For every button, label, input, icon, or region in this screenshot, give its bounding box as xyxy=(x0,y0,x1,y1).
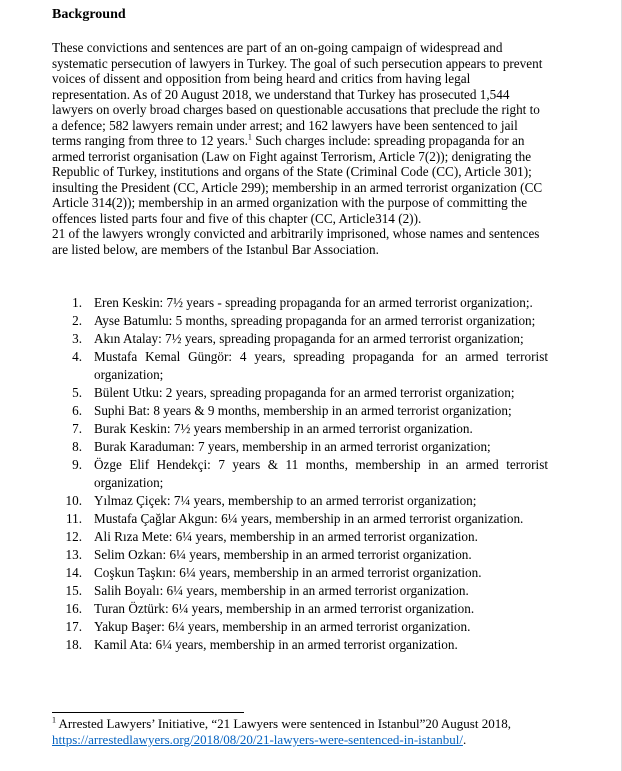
intro-text-part2: Such charges include: spreading propaganda for an armed terrorist organisation (Law on Fight against Terrorism, Article 7(2)); denigrating the Republic of Turkey, institutions and organs of the State (Criminal Code (CC), Article 301); insulting the President (CC, Article 299); membership in an armed terrorist organization (CC Article 314(2)); membership in an armed organization with the purpose of committing the offences listed parts four and five of this chapter (CC, Article314 (2)). xyxy=(52,133,543,226)
list-item-text: Özge Elif Hendekçi: 7 years & 11 months, membership in an armed terrorist organization; xyxy=(94,457,548,490)
list-item-number: 3. xyxy=(72,331,82,346)
list-item-text: Ali Rıza Mete: 6¼ years, membership in an armed terrorist organization. xyxy=(94,529,478,544)
list-item-number: 2. xyxy=(72,313,82,328)
list-item-number: 11. xyxy=(66,511,82,526)
footnote-source-link[interactable]: https://arrestedlawyers.org/2018/08/20/21-lawyers-were-sentenced-in-istanbul/ xyxy=(52,732,463,747)
footnote-text: Arrested Lawyers’ Initiative, “21 Lawyers were sentenced in Istanbul”20 August 2018, xyxy=(56,716,511,731)
lawyer-list-item xyxy=(52,618,548,636)
lawyer-list-item xyxy=(52,330,548,348)
list-item-number: 6. xyxy=(72,403,82,418)
lawyer-list-item xyxy=(52,600,548,618)
list-item-number: 17. xyxy=(65,619,82,634)
lawyer-list-item xyxy=(52,546,548,564)
list-item-text: Kamil Ata: 6¼ years, membership in an armed terrorist organization. xyxy=(94,637,458,652)
list-item-text: Mustafa Kemal Güngör: 4 years, spreading propaganda for an armed terrorist organization; xyxy=(94,349,548,382)
list-item-number: 16. xyxy=(65,601,82,616)
list-item-number: 12. xyxy=(65,529,82,544)
list-item-number: 8. xyxy=(72,439,82,454)
list-item-text: Coşkun Taşkın: 6¼ years, membership in an armed terrorist organization. xyxy=(94,565,482,580)
list-item-number: 4. xyxy=(72,349,82,364)
list-item-number: 15. xyxy=(65,583,82,598)
list-item-text: Akın Atalay: 7½ years, spreading propaganda for an armed terrorist organization; xyxy=(94,331,524,346)
footnote xyxy=(52,716,552,748)
intro-line-bar-association: 21 of the lawyers wrongly convicted and arbitrarily imprisoned, whose names and sentences are listed below, are members of the Istanbul Bar Association. xyxy=(52,226,540,257)
list-item-text: Bülent Utku: 2 years, spreading propaganda for an armed terrorist organization; xyxy=(94,385,515,400)
list-item-number: 5. xyxy=(72,385,82,400)
list-item-text: Eren Keskin: 7½ years - spreading propaganda for an armed terrorist organization;. xyxy=(94,295,533,310)
lawyer-list-item xyxy=(52,384,548,402)
list-item-number: 7. xyxy=(72,421,82,436)
list-item-number: 18. xyxy=(65,637,82,652)
list-item-number: 10. xyxy=(65,493,82,508)
lawyer-list-item xyxy=(52,528,548,546)
list-item-number: 9. xyxy=(72,457,82,472)
footnote-divider xyxy=(52,712,244,713)
list-item-text: Selim Ozkan: 6¼ years, membership in an armed terrorist organization. xyxy=(94,547,472,562)
lawyer-list-item xyxy=(52,438,548,456)
lawyer-list-item xyxy=(52,636,548,654)
lawyer-list-item xyxy=(52,492,548,510)
list-item-text: Burak Karaduman: 7 years, membership in an armed terrorist organization; xyxy=(94,439,491,454)
lawyer-list-item xyxy=(52,294,548,312)
lawyer-list-item xyxy=(52,510,548,528)
lawyer-list-item xyxy=(52,312,548,330)
intro-paragraph xyxy=(52,40,544,257)
footnote-reference[interactable]: 1 xyxy=(247,132,252,142)
sentenced-lawyers-list xyxy=(52,294,548,654)
list-item-number: 1. xyxy=(72,295,82,310)
lawyer-list-item xyxy=(52,564,548,582)
list-item-text: Turan Öztürk: 6¼ years, membership in an armed terrorist organization. xyxy=(94,601,475,616)
list-item-number: 14. xyxy=(65,565,82,580)
list-item-text: Ayse Batumlu: 5 months, spreading propaganda for an armed terrorist organization; xyxy=(94,313,536,328)
footnote-marker: 1 xyxy=(52,715,56,725)
list-item-number: 13. xyxy=(65,547,82,562)
intro-text-part1: These convictions and sentences are part of an on-going campaign of widespread and systematic persecution of lawyers in Turkey. The goal of such persecution appears to prevent voices of dissent and opposition from being heard and critics from having legal representation. As of 20 August 2018, we understand that Turkey has prosecuted 1,544 lawyers on overly broad charges based on questionable accusations that preclude the right to a defence; 582 lawyers remain under arrest; and 162 lawyers have been sentenced to jail terms ranging from three to 12 years. xyxy=(52,40,543,148)
list-item-text: Salih Boyalı: 6¼ years, membership in an armed terrorist organization. xyxy=(94,583,469,598)
list-item-text: Suphi Bat: 8 years & 9 months, membership in an armed terrorist organization; xyxy=(94,403,512,418)
lawyer-list-item xyxy=(52,582,548,600)
footnote-end: . xyxy=(462,732,467,747)
lawyer-list-item xyxy=(52,420,548,438)
lawyer-list-item xyxy=(52,348,548,384)
list-item-text: Burak Keskin: 7½ years membership in an armed terrorist organization. xyxy=(94,421,473,436)
list-item-text: Yılmaz Çiçek: 7¼ years, membership to an armed terrorist organization; xyxy=(94,493,477,508)
lawyer-list-item xyxy=(52,402,548,420)
lawyer-list-item xyxy=(52,456,548,492)
list-item-text: Yakup Başer: 6¼ years, membership in an armed terrorist organization. xyxy=(94,619,471,634)
list-item-text: Mustafa Çağlar Akgun: 6¼ years, membership in an armed terrorist organization. xyxy=(94,511,524,526)
section-heading: Background xyxy=(52,7,126,22)
